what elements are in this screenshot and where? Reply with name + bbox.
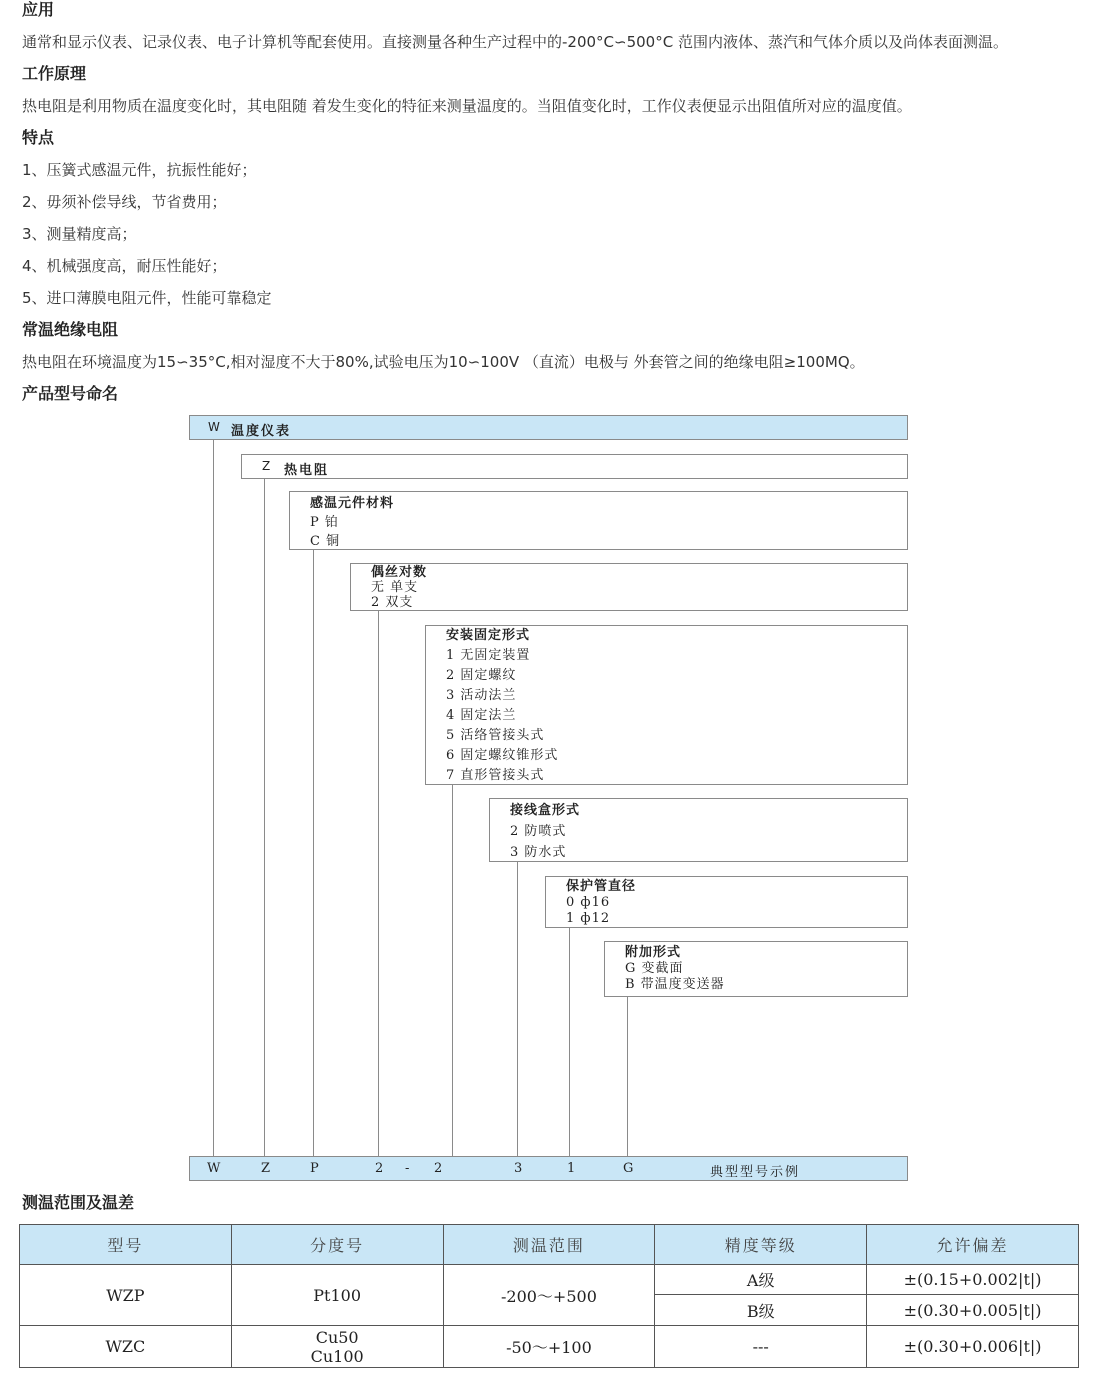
example-label: 典型型号示例 xyxy=(710,1165,801,1180)
box-additional-form xyxy=(604,941,908,997)
feature-item: 2、毋须补偿导线，节省费用； xyxy=(22,193,227,211)
cell-grade: B级 xyxy=(655,1295,867,1326)
heading-range: 测温范围及温差 xyxy=(22,1193,135,1212)
box-junction-box xyxy=(489,798,908,862)
table-header-row xyxy=(20,1225,1079,1265)
box-line: 6 固定螺纹锥形式 xyxy=(446,748,559,763)
connector-line xyxy=(313,550,314,1156)
heading-insulation: 常温绝缘电阻 xyxy=(22,320,119,339)
cell-index-line: Cu50 xyxy=(315,1327,359,1347)
heading-application: 应用 xyxy=(22,0,55,19)
box-mounting-type xyxy=(425,625,908,785)
feature-item: 4、机械强度高，耐压性能好； xyxy=(22,257,227,275)
table-row xyxy=(20,1326,1079,1368)
table-row xyxy=(20,1265,1079,1295)
box-title: 感温元件材料 xyxy=(310,496,395,511)
example-code: W xyxy=(207,1161,221,1176)
example-model-bar xyxy=(189,1156,908,1181)
spec-table xyxy=(19,1224,1079,1368)
feature-item: 3、测量精度高； xyxy=(22,225,137,243)
table-header: 型号 xyxy=(20,1225,232,1265)
table-header: 分度号 xyxy=(231,1225,443,1265)
box-temperature-instrument xyxy=(189,415,908,440)
cell-range: -50～+100 xyxy=(443,1326,655,1368)
text-application: 通常和显示仪表、记录仪表、电子计算机等配套使用。直接测量各种生产过程中的-200°C∽500°C 范围内液体、蒸汽和气体介质以及尚体表面测温。 xyxy=(22,33,1008,51)
box-thermal-resistor xyxy=(241,454,908,479)
box-wire-pairs xyxy=(350,563,908,611)
box-title: 保护管直径 xyxy=(566,879,637,894)
example-code: G xyxy=(623,1161,634,1176)
connector-line xyxy=(452,785,453,1156)
box-line: 1 ф12 xyxy=(566,911,611,926)
cell-deviation: ±(0.30+0.005|t|) xyxy=(867,1295,1079,1326)
cell-range: -200～+500 xyxy=(443,1265,655,1326)
connector-line xyxy=(627,997,628,1156)
cell-index xyxy=(231,1326,443,1368)
cell-deviation: ±(0.15+0.002|t|) xyxy=(867,1265,1079,1295)
cell-index-line: Cu100 xyxy=(310,1346,364,1366)
example-code: P xyxy=(310,1161,319,1176)
text-insulation: 热电阻在环境温度为15∽35°C,相对湿度不大于80%,试验电压为10∽100V （直流）电极与 外套管之间的绝缘电阻≥100MQ。 xyxy=(22,353,865,371)
example-code: 1 xyxy=(567,1161,576,1176)
text-principle: 热电阻是利用物质在温度变化时，其电阻随 着发生变化的特征来测量温度的。当阻值变化时，工作仪表便显示出阻值所对应的温度值。 xyxy=(22,97,912,115)
cell-grade: --- xyxy=(655,1326,867,1368)
connector-line xyxy=(517,862,518,1156)
table-header: 测温范围 xyxy=(443,1225,655,1265)
box-label: 热电阻 xyxy=(284,463,330,478)
box-line: 无 单支 xyxy=(371,580,419,595)
table-header: 允许偏差 xyxy=(867,1225,1079,1265)
example-code: 2 xyxy=(375,1161,384,1176)
box-line: 2 固定螺纹 xyxy=(446,668,517,683)
example-code: 2 xyxy=(434,1161,443,1176)
connector-line xyxy=(378,611,379,1156)
table-header: 精度等级 xyxy=(655,1225,867,1265)
box-sensing-material xyxy=(289,491,908,550)
cell-model: WZC xyxy=(20,1326,232,1368)
box-line: P 铂 xyxy=(310,515,339,530)
box-line: 3 防水式 xyxy=(510,845,567,860)
connector-line xyxy=(569,928,570,1156)
box-line: 4 固定法兰 xyxy=(446,708,517,723)
cell-grade: A级 xyxy=(655,1265,867,1295)
heading-features: 特点 xyxy=(22,128,55,147)
cell-deviation: ±(0.30+0.006|t|) xyxy=(867,1326,1079,1368)
box-line: 7 直形管接头式 xyxy=(446,768,545,783)
connector-line xyxy=(213,440,214,1156)
box-tube-diameter xyxy=(545,876,908,928)
box-line: 2 防喷式 xyxy=(510,824,567,839)
box-line: 2 双支 xyxy=(371,595,414,610)
box-line: 0 ф16 xyxy=(566,895,611,910)
box-line: 1 无固定装置 xyxy=(446,648,531,663)
box-title: 附加形式 xyxy=(625,945,682,960)
cell-model: WZP xyxy=(20,1265,232,1326)
example-code: Z xyxy=(261,1161,271,1176)
box-line: B 带温度变送器 xyxy=(625,977,725,992)
cell-index: Pt100 xyxy=(231,1265,443,1326)
box-code: Z xyxy=(262,459,271,473)
example-code: 3 xyxy=(514,1161,523,1176)
box-line: 5 活络管接头式 xyxy=(446,728,545,743)
box-line: C 铜 xyxy=(310,534,341,549)
box-line: G 变截面 xyxy=(625,961,684,976)
box-label: 温度仪表 xyxy=(231,424,292,439)
example-code: - xyxy=(405,1161,410,1176)
connector-line xyxy=(264,479,265,1156)
heading-principle: 工作原理 xyxy=(22,64,87,83)
box-line: 3 活动法兰 xyxy=(446,688,517,703)
box-title: 安装固定形式 xyxy=(446,628,531,643)
heading-naming: 产品型号命名 xyxy=(22,384,119,403)
feature-item: 5、进口薄膜电阻元件，性能可靠稳定 xyxy=(22,289,272,307)
box-code: W xyxy=(208,420,220,434)
box-title: 接线盒形式 xyxy=(510,803,581,818)
feature-item: 1、压簧式感温元件，抗振性能好； xyxy=(22,161,257,179)
box-title: 偶丝对数 xyxy=(371,565,428,580)
